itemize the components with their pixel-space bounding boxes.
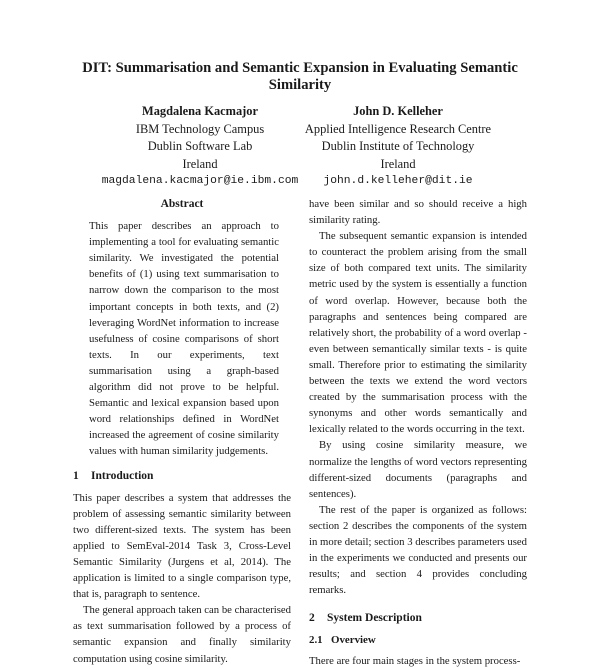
- author-affiliation: Ireland: [182, 156, 218, 171]
- author-email: magdalena.kacmajor@ie.ibm.com: [101, 175, 299, 187]
- author-affiliation: Applied Intelligence Research Centre: [304, 121, 492, 136]
- section-title: Introduction: [91, 469, 154, 482]
- author-name: John D. Kelleher: [353, 104, 443, 118]
- paragraph: This paper describes a system that addresses the problem of assessing semantic similarity between two different-sized texts. The system has been applied to SemEval-2014 Task 3, Cross-Level Semantic Similarity (Jurgens et al, 2014). The application is limited to a single comparison type, that is, paragraph to sentence.: [73, 491, 291, 601]
- author-affiliation: IBM Technology Campus: [135, 121, 265, 136]
- author-affiliation: Ireland: [380, 156, 416, 171]
- subsection-heading-overview: [309, 632, 527, 648]
- subsection-number: 2.1: [309, 634, 323, 647]
- paragraph: By using cosine similarity measure, we normalize the lengths of word vectors representing different-sized documents (paragraphs and sentences).: [309, 439, 527, 500]
- abstract-heading: Abstract: [160, 198, 204, 210]
- paragraph-continuation: have been similar and so should receive a high similarity rating.: [309, 198, 527, 227]
- author-email: john.d.kelleher@dit.ie: [323, 175, 473, 187]
- abstract-text: This paper describes an approach to implementing a tool for evaluating semantic similarity. We investigated the potential benefits of (1) using text summarisation to narrow down the comparison to the most important concepts in both texts, and (2) leveraging WordNet information to increase usefulness of cosine comparisons of short texts. In our experiments, text summarisation using a graph-based algorithm did not prove to be helpful. Semantic and lexical expansion based upon word relationships defined in WordNet increased the agreement of cosine similarity values with human similarity judgements.: [89, 220, 279, 458]
- subsection-title: Overview: [331, 634, 376, 647]
- section-number: 1: [73, 469, 79, 482]
- section-number: 2: [309, 612, 315, 625]
- section-heading-introduction: [73, 468, 291, 484]
- paragraph: There are four main stages in the system process-: [309, 654, 521, 667]
- paper-title: DIT: Summarisation and Semantic Expansion in Evaluating Semantic Similarity: [82, 60, 518, 93]
- author-affiliation: Dublin Software Lab: [147, 139, 253, 153]
- right-column: [309, 196, 527, 669]
- author-block-2: [278, 103, 518, 191]
- section-heading-system-description: [309, 610, 527, 626]
- author-name: Magdalena Kacmajor: [142, 104, 258, 118]
- paragraph: The subsequent semantic expansion is intended to counteract the problem arising from the small size of both compared text units. The similarity metric used by the system is essentially a function of word overlap. However, because both the paragraphs and sentences being compared are relatively short, the probability of a word overlap - even between semantically similar texts - is quite small. Therefore prior to estimating the similarity between the texts we extend the word vectors created by the summarisation process with the synonyms and other words semantically and lexically related to the words occurring in the text.: [309, 230, 527, 436]
- paragraph: The general approach taken can be characterised as text summarisation followed by a process of semantic expansion and finally similarity computation using cosine similarity.: [73, 604, 291, 665]
- section-title: System Description: [327, 612, 422, 625]
- paragraph: The rest of the paper is organized as follows: section 2 describes the components of the system in more detail; section 3 describes parameters used in the experiments we conducted and presents our results; and section 4 provides concluding remarks.: [309, 503, 527, 597]
- left-column: [73, 196, 291, 667]
- author-affiliation: Dublin Institute of Technology: [321, 139, 475, 153]
